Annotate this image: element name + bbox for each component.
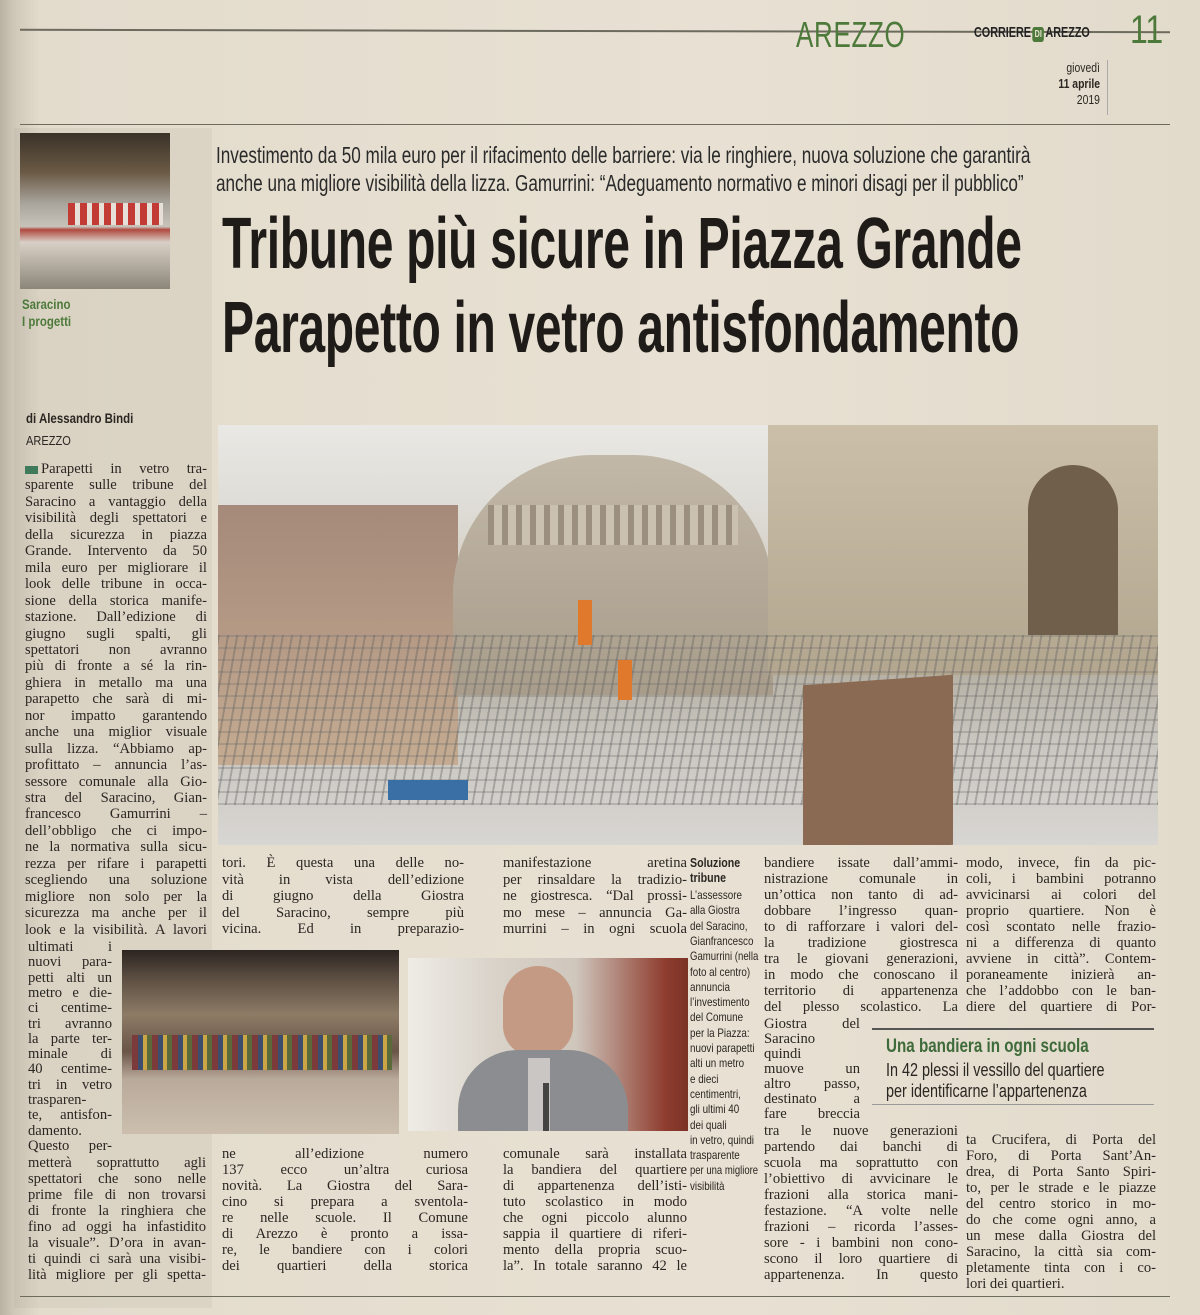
body-text-line: profittato – annuncia l’as- [25, 757, 207, 774]
body-text-line: visibilità degli spettatori e [25, 510, 207, 527]
body-text-line: ultimati i [28, 939, 112, 955]
body-text-line: scuola ma soprattutto con [764, 1155, 958, 1171]
body-text-line: la”. In totale saranno 42 le [503, 1258, 687, 1274]
newspaper-logo [974, 24, 1090, 42]
body-text-line: drea, di Porta Santo Spiri- [966, 1164, 1156, 1180]
sidebar-box-title: Una bandiera in ogni scuola [886, 1036, 1089, 1057]
body-text-line: di giugno della Giostra [222, 888, 464, 904]
body-text-line: dobbare l’ingresso quan- [764, 903, 958, 919]
body-text-line: stra del Saracino, Gian- [25, 790, 207, 806]
body-text-line: manifestazione aretina [503, 855, 687, 871]
body-text-line: altro passo, [764, 1076, 860, 1092]
body-text-line: ci centime- [28, 1000, 112, 1017]
body-text-line: sione della storica manife- [25, 592, 207, 609]
body-text-line: cino si prepara a sventola- [222, 1194, 468, 1210]
body-text-line: vità in vista dell’edizione [222, 871, 464, 888]
body-text-line: nor impatto garantendo [25, 707, 207, 724]
body-text-line: nistrazione comunale in [764, 871, 958, 887]
sidebar-photo [20, 133, 170, 289]
body-text-line: francesco Gamurrini – [25, 806, 207, 823]
section-title: AREZZO [796, 14, 906, 55]
body-text-line: ta Crucifera, di Porta del [966, 1132, 1156, 1148]
body-text-line: novità. La Giostra del Sara- [222, 1178, 468, 1194]
body-text-line: tori. È questa una delle no- [222, 855, 464, 871]
subheadline: Investimento da 50 mila euro per il rifacimento delle barriere: via le ringhiere, nuova soluzione che garantirà [216, 142, 1031, 168]
body-text-line: tri in vetro [28, 1076, 112, 1093]
body-text-line: dei quartieri della storica [222, 1258, 468, 1274]
body-text-line: nuovi para- [28, 954, 112, 971]
body-text-line: tuto scolastico in modo [503, 1194, 687, 1210]
body-text-line: 137 ecco un’altra curiosa [222, 1162, 468, 1178]
body-text-line: la visuale”. D’ora in avan- [28, 1235, 206, 1251]
logo-text: CORRIERE [974, 24, 1032, 41]
header-rule [20, 124, 1170, 125]
sidebar-caption: Saracino [22, 297, 71, 312]
body-text-line: Saracino, la città sia com- [966, 1244, 1156, 1260]
body-text-line: ne all’edizione numero [222, 1146, 468, 1162]
body-text-line: sessore comunale alla Gio- [25, 773, 207, 790]
body-text: Parapetti in vetro tra- [41, 461, 207, 477]
body-text-line: così scontato nelle frazio- [966, 919, 1156, 935]
body-text-line: murrini – in ogni scuola [503, 921, 687, 937]
box-rule [872, 1104, 1154, 1105]
subheadline: anche una migliore visibilità della lizza. Gamurrini: “Adeguamento normativo e minori disagi per il pubblico” [216, 170, 1024, 196]
body-text-line: modo, invece, fin da pic- [966, 855, 1156, 871]
caption-line: del Saracino, [690, 918, 748, 933]
body-text-line: frazioni – ricorda l’asses- [764, 1219, 958, 1235]
body-text-line: lità migliore per gli spetta- [28, 1267, 206, 1283]
caption-line: Gianfrancesco [690, 933, 754, 948]
body-text-line: look delle tribune in occa- [25, 576, 207, 593]
body-text-line: petti alti un [28, 969, 112, 986]
paragraph-marker [25, 466, 38, 474]
body-text-line: Saracino [764, 1031, 816, 1047]
caption-line: gli ultimi 40 [690, 1102, 740, 1117]
body-text-line: metterà soprattutto agli [28, 1155, 206, 1171]
byline: di Alessandro Bindi [26, 411, 134, 426]
body-text-line: prime file di non trovarsi [28, 1187, 206, 1203]
body-text-line: territorio di appartenenza [764, 983, 958, 999]
caption-line: alti un metro [690, 1056, 745, 1071]
body-text-line: poraneamente inizierà an- [966, 967, 1156, 983]
body-text-line: vicina. Ed in preparazio- [222, 921, 464, 937]
body-text-line: ti quindi ci sarà una visibi- [28, 1251, 206, 1267]
body-text-line: di Arezzo è pronto a issa- [222, 1226, 468, 1242]
body-text-line: fare breccia [764, 1106, 860, 1122]
caption-line: e dieci [690, 1071, 719, 1086]
sidebar-box-subtitle: In 42 plessi il vessillo del quartiere [886, 1060, 1105, 1080]
body-text-line: look e la visibilità. A lavori [25, 921, 207, 938]
body-text-line: dell’obbligo che ci impo- [25, 822, 207, 839]
body-text-line: Questo per- [28, 1137, 112, 1154]
body-text-line: Saracino a vantaggio della [25, 493, 207, 510]
body-text-line: frazioni alla storica mani- [764, 1187, 958, 1203]
body-text-line: la bandiera del quartiere [503, 1162, 687, 1178]
date-day: giovedì [1066, 60, 1100, 75]
body-text-line: scegliendo una soluzione [25, 872, 207, 889]
body-text-line: spettatori non avranno [25, 641, 207, 658]
body-text-line: pletamente tinta con i co- [966, 1260, 1156, 1276]
body-text-line: Giostra del [764, 1016, 860, 1032]
body-text-line: destinato a [764, 1091, 860, 1107]
body-text-line: un mese dalla Giostra del [966, 1228, 1156, 1244]
body-text-line: damento. [28, 1122, 82, 1139]
body-text-line: minale di [28, 1046, 112, 1063]
logo-badge: DI [1032, 27, 1044, 42]
body-text-line: tra le giovani generazioni, [764, 951, 958, 967]
body-text-line: mento della propria scuo- [503, 1242, 687, 1258]
body-text-line: ni a differenza di quanto [966, 935, 1156, 951]
caption-line: l’investimento [690, 995, 750, 1010]
caption-title-line: Soluzione [690, 856, 741, 870]
caption-title-line: tribune [690, 871, 727, 885]
caption-line: L’assessore [690, 888, 742, 902]
body-text-line: comunale sarà installata [503, 1146, 687, 1162]
body-text-line: diere del quartiere di Por- [966, 999, 1156, 1015]
body-text-line: sicurezza ma anche per il [25, 905, 207, 922]
body-text-line: 40 centime- [28, 1061, 112, 1078]
body-text-line: ne giostresca. “Dal prossi- [503, 888, 687, 904]
body-text-line: che l’addobbo con le ban- [966, 983, 1156, 999]
body-text-line: del Saracino, sempre più [222, 904, 464, 921]
caption-line: dei quali [690, 1117, 727, 1132]
body-text-line: più di fronte a sé la rin- [25, 658, 207, 675]
body-text-line: Grande. Intervento da 50 [25, 543, 207, 560]
body-text-line: muove un [764, 1061, 860, 1077]
body-text-line: migliore non solo per la [25, 888, 207, 905]
date-year: 2019 [1076, 92, 1100, 107]
body-text-line: re, le bandiere con i colori [222, 1242, 468, 1258]
caption-line: alla Giostra [690, 903, 740, 918]
body-text-line: che ogni piccolo alunno [503, 1210, 687, 1226]
body-text-line: ne la normativa sulla sicu- [25, 839, 207, 856]
caption-line: per una migliore [690, 1163, 759, 1178]
body-text-line: do che come ogni anno, a [966, 1212, 1156, 1228]
body-text-line: to di rafforzare i valori del- [764, 919, 958, 935]
body-text-line: sappia il quartiere di riferi- [503, 1226, 687, 1242]
body-text-line: mo mese – annuncia Ga- [503, 904, 687, 921]
caption-line: annuncia [690, 979, 730, 994]
caption-line: centimentri, [690, 1086, 741, 1101]
body-text-line: re nelle scuole. Il Comune [222, 1210, 468, 1226]
body-text-line: anche una miglior visuale [25, 724, 207, 741]
body-text-line: tri avranno [28, 1015, 112, 1032]
body-text-line: la tradizione giostresca [764, 935, 958, 951]
body-text-line: scono il loro quartiere di [764, 1251, 958, 1267]
body-text-line: quindi [764, 1046, 802, 1062]
caption-line: in vetro, quindi [690, 1132, 754, 1147]
body-text-line: proprio quartiere. Non è [966, 903, 1156, 919]
body-text-line: partendo dai banchi di [764, 1139, 958, 1155]
body-text-line: stazione. Dall’edizione di [25, 609, 207, 626]
body-text-line: fino ad oggi ha infastidito [28, 1219, 206, 1235]
body-text-line: metro e die- [28, 984, 112, 1001]
headline: Parapetto in vetro antisfondamento [222, 288, 1020, 368]
page-number: 11 [1130, 8, 1164, 52]
caption-line: foto al centro) [690, 964, 751, 979]
header-divider [1107, 60, 1108, 115]
photo-caption-title [690, 856, 740, 886]
body-text-line: trasparen- [28, 1092, 87, 1108]
body-text-line: to, per le strade e le piazze [966, 1180, 1156, 1196]
body-text-line: appartenenza. In questo [764, 1267, 958, 1283]
caption-line: per la Piazza: [690, 1025, 750, 1040]
body-text-line: parapetto che sarà di mi- [25, 691, 207, 708]
sidebar-box-subtitle: per identificarne l’appartenenza [886, 1081, 1087, 1101]
body-text-line: lori dei quartieri. [966, 1276, 1065, 1292]
body-text-line: del centro storico in mo- [966, 1196, 1156, 1212]
body-text-line: l’obiettivo di avvicinare le [764, 1171, 958, 1187]
caption-line: visibilità [690, 1178, 725, 1193]
body-text-line: del plesso scolastico. La [764, 999, 958, 1015]
body-text-line: rezza per rifare i parapetti [25, 855, 207, 872]
body-text-line: per rinsaldare la tradizio- [503, 871, 687, 888]
body-text-line: un’ottica non tanto di ad- [764, 887, 958, 903]
date-date: 11 aprile [1058, 76, 1100, 91]
body-text-line: di appartenenza dell’isti- [503, 1178, 687, 1194]
body-text-line: giugno sugli spalti, gli [25, 625, 207, 642]
caption-line: nuovi parapetti [690, 1041, 755, 1055]
body-text-line [25, 462, 207, 477]
headline: Tribune più sicure in Piazza Grande [222, 204, 1022, 284]
body-text-line: in modo che conoscano il [764, 967, 958, 983]
body-text-line: bandiere issate dall’ammi- [764, 855, 958, 871]
bottom-rule [20, 1296, 1170, 1297]
caption-line: Gamurrini (nella [690, 949, 759, 964]
body-text-line: spettatori che sono nelle [28, 1171, 206, 1187]
body-text-line: sulla lizza. “Abbiamo ap- [25, 740, 207, 757]
body-text-line: Foro, di Porta Sant’An- [966, 1148, 1156, 1164]
body-text-line: festazione. “A volte nelle [764, 1203, 958, 1219]
photo-assessore-gamurrini [408, 958, 688, 1131]
sidebar-caption: I progetti [22, 314, 72, 329]
caption-line: del Comune [690, 1010, 744, 1025]
body-text-line: coli, i bambini potranno [966, 871, 1156, 887]
body-text-line: te, antisfon- [28, 1107, 112, 1124]
body-text-line: ghiera in metallo ma una [25, 674, 207, 691]
dateline: AREZZO [26, 433, 71, 448]
caption-line: trasparente [690, 1148, 740, 1163]
body-text-line: tra le nuove generazioni [764, 1123, 958, 1139]
body-text-line: avviene in città”. Contem- [966, 951, 1156, 967]
body-text-line: sparente sulle tribune del [25, 477, 207, 494]
body-text-line: di fronte la ringhiera che [28, 1203, 206, 1219]
logo-text: AREZZO [1045, 24, 1090, 41]
body-text-line: mila euro per migliorare il [25, 559, 207, 576]
body-text-line: la parte ter- [28, 1030, 112, 1047]
body-text-line: della sicurezza in piazza [25, 526, 207, 543]
body-text-line: sore - i bambini non cono- [764, 1235, 958, 1251]
box-rule [872, 1028, 1154, 1030]
main-photo-piazza-grande [218, 425, 1158, 845]
photo-procession [122, 950, 399, 1134]
body-text-line: avvicinarsi ai colori del [966, 887, 1156, 903]
